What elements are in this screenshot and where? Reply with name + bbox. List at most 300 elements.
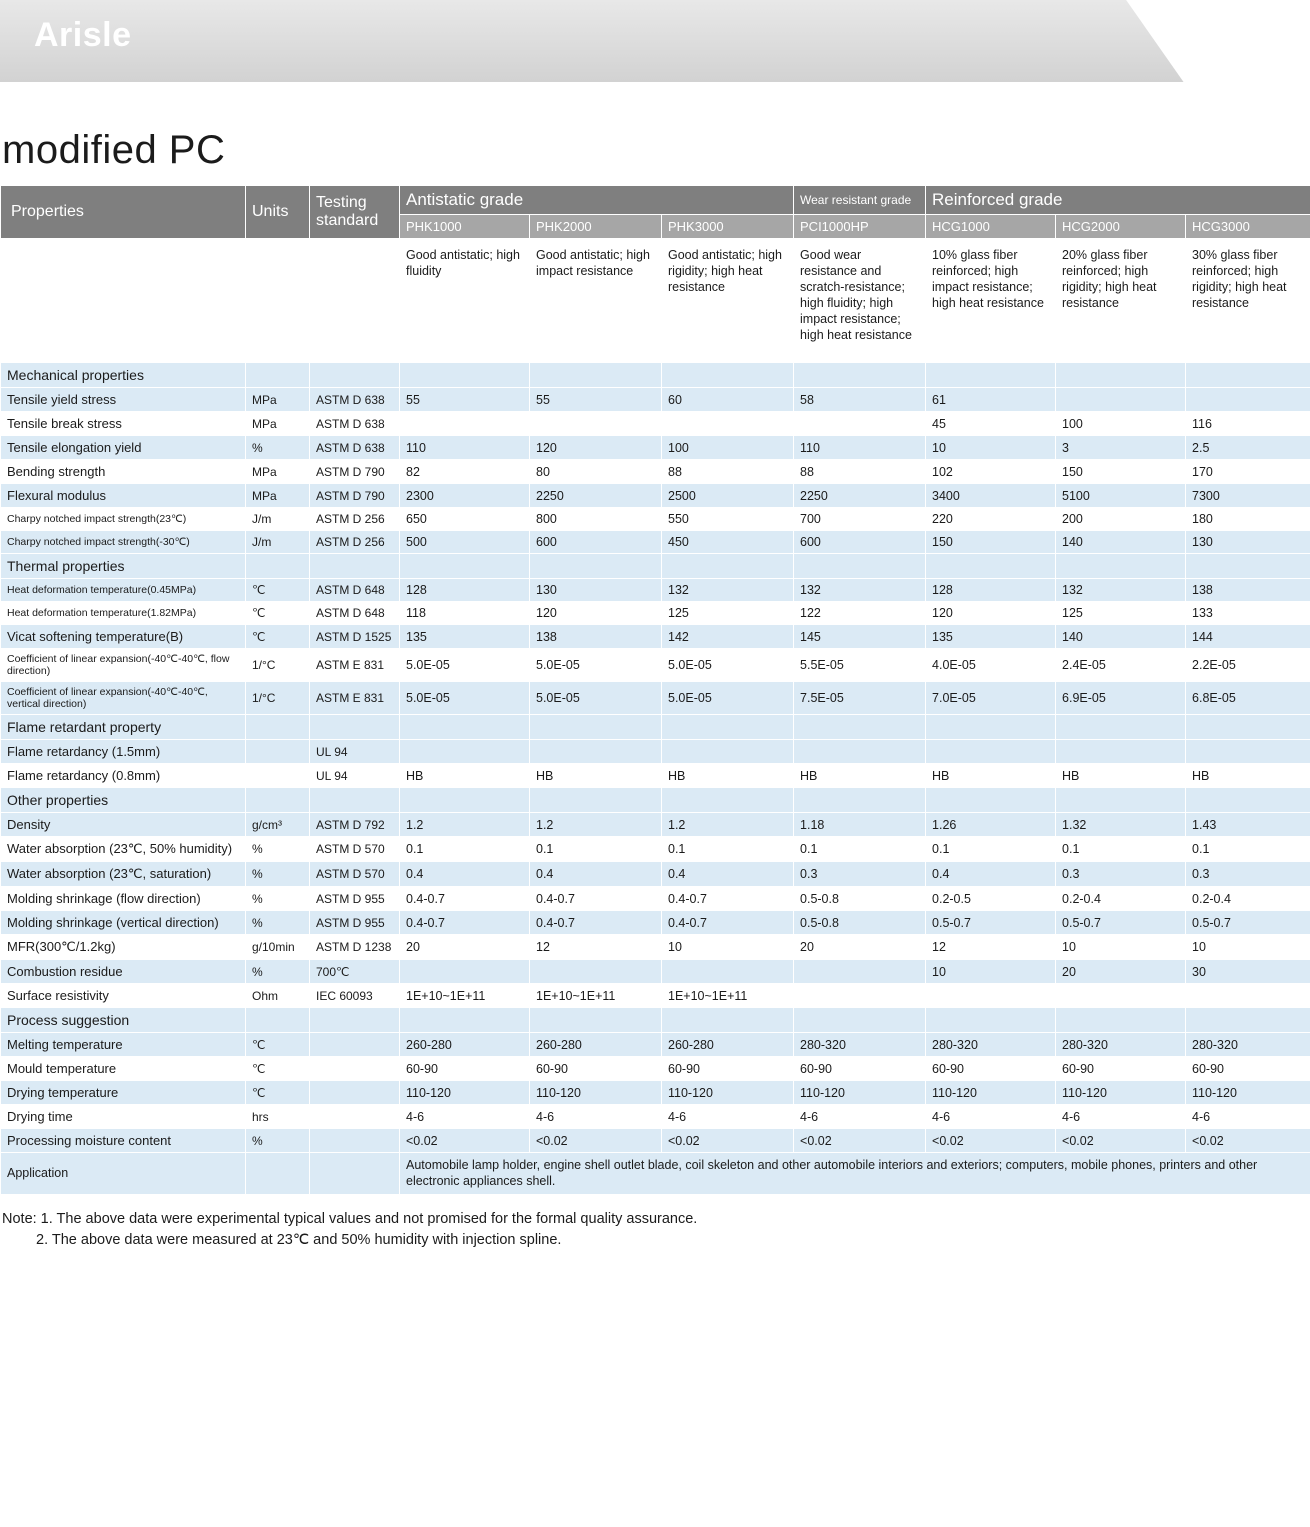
grade-header-phk2000: PHK2000 (530, 215, 662, 239)
row-value-hcg1000: 45 (926, 412, 1056, 436)
row-value-hcg1000: 120 (926, 602, 1056, 625)
row-value-phk3000: 60-90 (662, 1057, 794, 1081)
section-filler (246, 1008, 310, 1033)
row-value-hcg3000: 170 (1186, 460, 1310, 484)
row-value-phk1000: 4-6 (400, 1105, 530, 1129)
row-value-phk2000: 120 (530, 436, 662, 460)
group-header-wear-resistant: Wear resistant grade (794, 186, 926, 215)
row-unit: % (246, 837, 310, 862)
row-value-phk1000: 60-90 (400, 1057, 530, 1081)
brand-banner (0, 0, 1310, 82)
row-value-phk3000: HB (662, 764, 794, 788)
section-filler (246, 715, 310, 740)
row-standard: ASTM D 570 (310, 837, 400, 862)
desc-empty-units (246, 239, 310, 363)
table-row (1, 460, 1310, 484)
row-value-hcg3000: 7300 (1186, 484, 1310, 508)
row-property: Tensile elongation yield (1, 436, 246, 460)
row-value-hcg2000: <0.02 (1056, 1129, 1186, 1153)
row-value-hcg1000: 61 (926, 388, 1056, 412)
row-value-hcg2000: 20 (1056, 960, 1186, 984)
row-value-pci1000hp (794, 412, 926, 436)
header-row-groups (1, 186, 1310, 215)
section-filler (530, 363, 662, 388)
row-value-phk2000: 1.2 (530, 813, 662, 837)
table-row (1, 887, 1310, 911)
section-filler (246, 788, 310, 813)
row-standard: ASTM D 1238 (310, 935, 400, 960)
table-body (1, 239, 1310, 1153)
table-row (1, 625, 1310, 649)
row-property: Water absorption (23℃, saturation) (1, 862, 246, 887)
section-filler (310, 1008, 400, 1033)
row-value-phk1000: 0.4-0.7 (400, 887, 530, 911)
row-standard (310, 1105, 400, 1129)
grade-header-hcg2000: HCG2000 (1056, 215, 1186, 239)
row-property: Density (1, 813, 246, 837)
table-row (1, 602, 1310, 625)
row-unit: hrs (246, 1105, 310, 1129)
section-filler (1186, 554, 1310, 579)
row-value-phk2000: 4-6 (530, 1105, 662, 1129)
row-standard: ASTM D 648 (310, 579, 400, 602)
row-value-hcg2000: 280-320 (1056, 1033, 1186, 1057)
table-row (1, 837, 1310, 862)
section-filler (1056, 788, 1186, 813)
row-unit: 1/°C (246, 682, 310, 715)
row-value-phk2000: 55 (530, 388, 662, 412)
row-value-phk3000: 2500 (662, 484, 794, 508)
table-row (1, 862, 1310, 887)
table-row (1, 984, 1310, 1008)
row-value-phk1000: 650 (400, 508, 530, 531)
table-row (1, 935, 1310, 960)
row-value-pci1000hp: 5.5E-05 (794, 649, 926, 682)
table-footer (1, 1153, 1310, 1195)
grade-header-phk3000: PHK3000 (662, 215, 794, 239)
row-unit: MPa (246, 412, 310, 436)
application-row (1, 1153, 1310, 1195)
row-value-phk2000: 1E+10~1E+11 (530, 984, 662, 1008)
row-value-pci1000hp: 88 (794, 460, 926, 484)
row-value-phk1000: <0.02 (400, 1129, 530, 1153)
row-unit: ℃ (246, 1081, 310, 1105)
row-property: MFR(300℃/1.2kg) (1, 935, 246, 960)
row-value-hcg2000: 6.9E-05 (1056, 682, 1186, 715)
row-standard (310, 1129, 400, 1153)
section-row (1, 363, 1310, 388)
row-value-hcg2000: 140 (1056, 531, 1186, 554)
row-value-phk2000: 2250 (530, 484, 662, 508)
section-filler (794, 788, 926, 813)
row-value-hcg2000: 1.32 (1056, 813, 1186, 837)
group-header-antistatic: Antistatic grade (400, 186, 794, 215)
row-value-hcg2000: 0.2-0.4 (1056, 887, 1186, 911)
section-filler (530, 1008, 662, 1033)
row-value-phk3000: 5.0E-05 (662, 682, 794, 715)
row-value-phk2000: <0.02 (530, 1129, 662, 1153)
row-unit: % (246, 887, 310, 911)
row-property: Molding shrinkage (vertical direction) (1, 911, 246, 935)
application-label: Application (1, 1153, 246, 1195)
section-filler (926, 363, 1056, 388)
row-value-phk1000: 82 (400, 460, 530, 484)
grade-header-phk1000: PHK1000 (400, 215, 530, 239)
row-unit: 1/°C (246, 649, 310, 682)
row-unit: MPa (246, 460, 310, 484)
row-value-pci1000hp: 600 (794, 531, 926, 554)
row-value-phk2000 (530, 412, 662, 436)
row-value-hcg1000 (926, 984, 1056, 1008)
page-title: modified PC (2, 128, 226, 172)
brand-logo: Arisle (34, 16, 132, 54)
section-filler (662, 1008, 794, 1033)
table-row (1, 649, 1310, 682)
col-header-units: Units (246, 186, 310, 239)
table-row (1, 682, 1310, 715)
section-filler (926, 788, 1056, 813)
table-row (1, 412, 1310, 436)
row-value-hcg1000: 12 (926, 935, 1056, 960)
section-filler (1056, 1008, 1186, 1033)
row-standard (310, 1033, 400, 1057)
row-value-hcg2000: 0.1 (1056, 837, 1186, 862)
row-property: Bending strength (1, 460, 246, 484)
row-value-phk3000: 0.4-0.7 (662, 887, 794, 911)
row-value-hcg2000: 60-90 (1056, 1057, 1186, 1081)
section-filler (1186, 363, 1310, 388)
section-filler (310, 788, 400, 813)
row-value-pci1000hp: HB (794, 764, 926, 788)
row-property: Flexural modulus (1, 484, 246, 508)
section-filler (310, 715, 400, 740)
row-value-phk2000: 80 (530, 460, 662, 484)
row-value-phk1000: 128 (400, 579, 530, 602)
row-unit: % (246, 436, 310, 460)
row-value-hcg1000: 128 (926, 579, 1056, 602)
row-value-hcg1000 (926, 740, 1056, 764)
row-value-pci1000hp (794, 960, 926, 984)
row-value-phk3000 (662, 960, 794, 984)
section-filler (530, 554, 662, 579)
application-text: Automobile lamp holder, engine shell outlet blade, coil skeleton and other automobile interiors and exteriors; computers, mobile phones, printers and other electronic appliances shell. (400, 1153, 1310, 1195)
row-value-hcg1000: <0.02 (926, 1129, 1056, 1153)
row-value-hcg1000: 10 (926, 436, 1056, 460)
row-value-hcg3000: 133 (1186, 602, 1310, 625)
row-unit: % (246, 862, 310, 887)
section-row (1, 554, 1310, 579)
section-filler (926, 715, 1056, 740)
row-value-hcg3000: 2.5 (1186, 436, 1310, 460)
section-filler (400, 715, 530, 740)
row-unit: ℃ (246, 602, 310, 625)
desc-empty-properties (1, 239, 246, 363)
row-value-pci1000hp: 122 (794, 602, 926, 625)
row-value-hcg3000: 0.5-0.7 (1186, 911, 1310, 935)
section-filler (662, 554, 794, 579)
row-value-pci1000hp: 110 (794, 436, 926, 460)
row-unit: Ohm (246, 984, 310, 1008)
section-filler (1056, 363, 1186, 388)
row-standard: ASTM D 792 (310, 813, 400, 837)
row-value-pci1000hp: 700 (794, 508, 926, 531)
row-value-hcg2000: 125 (1056, 602, 1186, 625)
row-property: Vicat softening temperature(B) (1, 625, 246, 649)
row-value-phk3000 (662, 740, 794, 764)
row-value-hcg1000: 110-120 (926, 1081, 1056, 1105)
row-value-phk2000: 5.0E-05 (530, 682, 662, 715)
row-value-phk1000: 5.0E-05 (400, 682, 530, 715)
row-standard: ASTM D 638 (310, 436, 400, 460)
row-property: Tensile yield stress (1, 388, 246, 412)
table-row (1, 960, 1310, 984)
row-value-pci1000hp: 0.1 (794, 837, 926, 862)
row-unit: ℃ (246, 625, 310, 649)
row-value-hcg1000: 150 (926, 531, 1056, 554)
specification-table (0, 185, 1310, 1195)
row-value-pci1000hp: 1.18 (794, 813, 926, 837)
row-property: Drying time (1, 1105, 246, 1129)
row-value-phk1000: 135 (400, 625, 530, 649)
row-value-hcg1000: 280-320 (926, 1033, 1056, 1057)
row-value-hcg2000: 110-120 (1056, 1081, 1186, 1105)
row-standard: ASTM D 638 (310, 412, 400, 436)
row-value-phk1000 (400, 960, 530, 984)
row-value-hcg2000: 0.3 (1056, 862, 1186, 887)
row-property: Surface resistivity (1, 984, 246, 1008)
table-row (1, 1057, 1310, 1081)
row-value-phk3000: 125 (662, 602, 794, 625)
row-value-pci1000hp: 280-320 (794, 1033, 926, 1057)
row-value-hcg1000: 4-6 (926, 1105, 1056, 1129)
row-value-hcg2000: 3 (1056, 436, 1186, 460)
row-value-hcg3000: 60-90 (1186, 1057, 1310, 1081)
section-filler (530, 788, 662, 813)
row-value-phk1000: 110-120 (400, 1081, 530, 1105)
row-value-phk3000: 0.4-0.7 (662, 911, 794, 935)
row-value-hcg3000: 280-320 (1186, 1033, 1310, 1057)
row-value-phk3000: 100 (662, 436, 794, 460)
row-value-phk1000: 1.2 (400, 813, 530, 837)
section-filler (794, 1008, 926, 1033)
row-unit (246, 764, 310, 788)
row-value-hcg3000 (1186, 740, 1310, 764)
section-row (1, 1008, 1310, 1033)
table-row (1, 579, 1310, 602)
row-value-hcg2000 (1056, 984, 1186, 1008)
row-unit: J/m (246, 531, 310, 554)
row-value-pci1000hp: 2250 (794, 484, 926, 508)
grade-description-phk3000: Good antistatic; high rigidity; high heat resistance (662, 239, 794, 363)
row-value-phk3000: 0.1 (662, 837, 794, 862)
row-value-hcg1000: 60-90 (926, 1057, 1056, 1081)
row-value-hcg2000: 150 (1056, 460, 1186, 484)
row-value-phk2000: 0.4 (530, 862, 662, 887)
row-value-pci1000hp: 4-6 (794, 1105, 926, 1129)
row-standard (310, 1081, 400, 1105)
row-standard: ASTM D 790 (310, 460, 400, 484)
row-value-phk1000: 0.4-0.7 (400, 911, 530, 935)
row-value-hcg3000: 0.3 (1186, 862, 1310, 887)
row-value-hcg3000: 0.1 (1186, 837, 1310, 862)
section-filler (662, 788, 794, 813)
row-value-hcg2000: 4-6 (1056, 1105, 1186, 1129)
section-filler (794, 363, 926, 388)
row-property: Heat deformation temperature(1.82MPa) (1, 602, 246, 625)
row-value-hcg1000: 10 (926, 960, 1056, 984)
row-value-phk1000: 0.4 (400, 862, 530, 887)
row-standard: ASTM D 648 (310, 602, 400, 625)
row-value-hcg1000: 0.5-0.7 (926, 911, 1056, 935)
row-value-hcg1000: 0.2-0.5 (926, 887, 1056, 911)
row-property: Flame retardancy (0.8mm) (1, 764, 246, 788)
row-value-pci1000hp: 110-120 (794, 1081, 926, 1105)
table-row (1, 813, 1310, 837)
row-standard: 700℃ (310, 960, 400, 984)
row-standard: ASTM D 790 (310, 484, 400, 508)
table-row (1, 1105, 1310, 1129)
row-standard: ASTM D 256 (310, 531, 400, 554)
table-row (1, 1033, 1310, 1057)
row-value-hcg3000: 1.43 (1186, 813, 1310, 837)
row-property: Flame retardancy (1.5mm) (1, 740, 246, 764)
row-value-phk3000: 10 (662, 935, 794, 960)
row-unit (246, 740, 310, 764)
section-filler (1056, 554, 1186, 579)
application-empty-standard (310, 1153, 400, 1195)
note-line-2: 2. The above data were measured at 23℃ and 50% humidity with injection spline. (36, 1232, 562, 1249)
row-value-hcg2000: 200 (1056, 508, 1186, 531)
row-standard: ASTM E 831 (310, 649, 400, 682)
table-row (1, 436, 1310, 460)
row-value-phk3000: 1.2 (662, 813, 794, 837)
row-value-phk2000: 0.4-0.7 (530, 911, 662, 935)
row-unit: MPa (246, 388, 310, 412)
row-value-hcg3000: 10 (1186, 935, 1310, 960)
row-value-hcg1000: HB (926, 764, 1056, 788)
row-unit: ℃ (246, 1033, 310, 1057)
row-value-phk1000: 0.1 (400, 837, 530, 862)
row-value-phk2000: HB (530, 764, 662, 788)
row-value-hcg3000: 0.2-0.4 (1186, 887, 1310, 911)
row-unit: J/m (246, 508, 310, 531)
row-value-phk1000: 110 (400, 436, 530, 460)
grade-description-hcg2000: 20% glass fiber reinforced; high rigidity; high heat resistance (1056, 239, 1186, 363)
section-filler (1186, 788, 1310, 813)
row-standard: ASTM D 955 (310, 911, 400, 935)
row-value-phk2000: 0.1 (530, 837, 662, 862)
row-value-phk1000: 260-280 (400, 1033, 530, 1057)
row-value-pci1000hp: 0.5-0.8 (794, 887, 926, 911)
row-unit: g/10min (246, 935, 310, 960)
row-value-hcg1000: 0.1 (926, 837, 1056, 862)
row-value-phk2000: 0.4-0.7 (530, 887, 662, 911)
row-value-hcg1000: 102 (926, 460, 1056, 484)
row-value-hcg2000: 140 (1056, 625, 1186, 649)
row-value-phk3000: 132 (662, 579, 794, 602)
row-value-pci1000hp: <0.02 (794, 1129, 926, 1153)
table-row (1, 508, 1310, 531)
desc-empty-standard (310, 239, 400, 363)
row-property: Mould temperature (1, 1057, 246, 1081)
row-value-hcg3000: 116 (1186, 412, 1310, 436)
section-filler (310, 554, 400, 579)
application-empty-units (246, 1153, 310, 1195)
row-value-phk1000 (400, 412, 530, 436)
grade-description-phk2000: Good antistatic; high impact resistance (530, 239, 662, 363)
grade-description-hcg3000: 30% glass fiber reinforced; high rigidity; high heat resistance (1186, 239, 1310, 363)
row-standard: ASTM D 256 (310, 508, 400, 531)
section-filler (926, 1008, 1056, 1033)
notes-block (2, 1209, 1310, 1253)
row-unit: % (246, 1129, 310, 1153)
row-property: Drying temperature (1, 1081, 246, 1105)
section-row (1, 715, 1310, 740)
row-value-phk2000: 110-120 (530, 1081, 662, 1105)
row-value-phk3000: 142 (662, 625, 794, 649)
row-value-phk1000 (400, 740, 530, 764)
row-value-hcg1000: 7.0E-05 (926, 682, 1056, 715)
row-property: Tensile break stress (1, 412, 246, 436)
row-value-phk2000: 120 (530, 602, 662, 625)
row-unit: MPa (246, 484, 310, 508)
row-value-hcg2000: 5100 (1056, 484, 1186, 508)
section-row (1, 788, 1310, 813)
note-line-1: Note: 1. The above data were experimental typical values and not promised for the formal quality assurance. (2, 1210, 698, 1227)
section-label: Mechanical properties (1, 363, 246, 388)
row-value-pci1000hp: 0.5-0.8 (794, 911, 926, 935)
row-value-phk3000: 450 (662, 531, 794, 554)
table-row (1, 911, 1310, 935)
table-row (1, 764, 1310, 788)
row-value-phk2000: 130 (530, 579, 662, 602)
section-label: Flame retardant property (1, 715, 246, 740)
row-value-hcg2000: 0.5-0.7 (1056, 911, 1186, 935)
row-value-pci1000hp: 58 (794, 388, 926, 412)
row-standard: ASTM E 831 (310, 682, 400, 715)
row-value-phk2000: 600 (530, 531, 662, 554)
row-value-hcg3000 (1186, 388, 1310, 412)
group-header-reinforced: Reinforced grade (926, 186, 1310, 215)
section-filler (246, 554, 310, 579)
row-property: Heat deformation temperature(0.45MPa) (1, 579, 246, 602)
row-property: Charpy notched impact strength(23℃) (1, 508, 246, 531)
row-value-phk3000: <0.02 (662, 1129, 794, 1153)
row-value-hcg1000: 4.0E-05 (926, 649, 1056, 682)
row-value-hcg3000: 138 (1186, 579, 1310, 602)
row-standard: ASTM D 955 (310, 887, 400, 911)
row-value-phk3000: 110-120 (662, 1081, 794, 1105)
col-header-properties: Properties (1, 186, 246, 239)
row-unit: g/cm³ (246, 813, 310, 837)
row-value-phk1000: HB (400, 764, 530, 788)
table-row (1, 1129, 1310, 1153)
section-filler (926, 554, 1056, 579)
row-value-phk2000: 800 (530, 508, 662, 531)
row-value-pci1000hp: 145 (794, 625, 926, 649)
section-filler (400, 363, 530, 388)
section-filler (246, 363, 310, 388)
row-property: Charpy notched impact strength(-30℃) (1, 531, 246, 554)
row-value-hcg1000: 1.26 (926, 813, 1056, 837)
row-standard: ASTM D 1525 (310, 625, 400, 649)
grade-header-hcg1000: HCG1000 (926, 215, 1056, 239)
row-value-phk1000: 118 (400, 602, 530, 625)
row-value-phk2000 (530, 960, 662, 984)
section-label: Thermal properties (1, 554, 246, 579)
grade-description-pci1000hp: Good wear resistance and scratch-resistance; high fluidity; high impact resistance; high heat resistance (794, 239, 926, 363)
section-filler (1186, 1008, 1310, 1033)
